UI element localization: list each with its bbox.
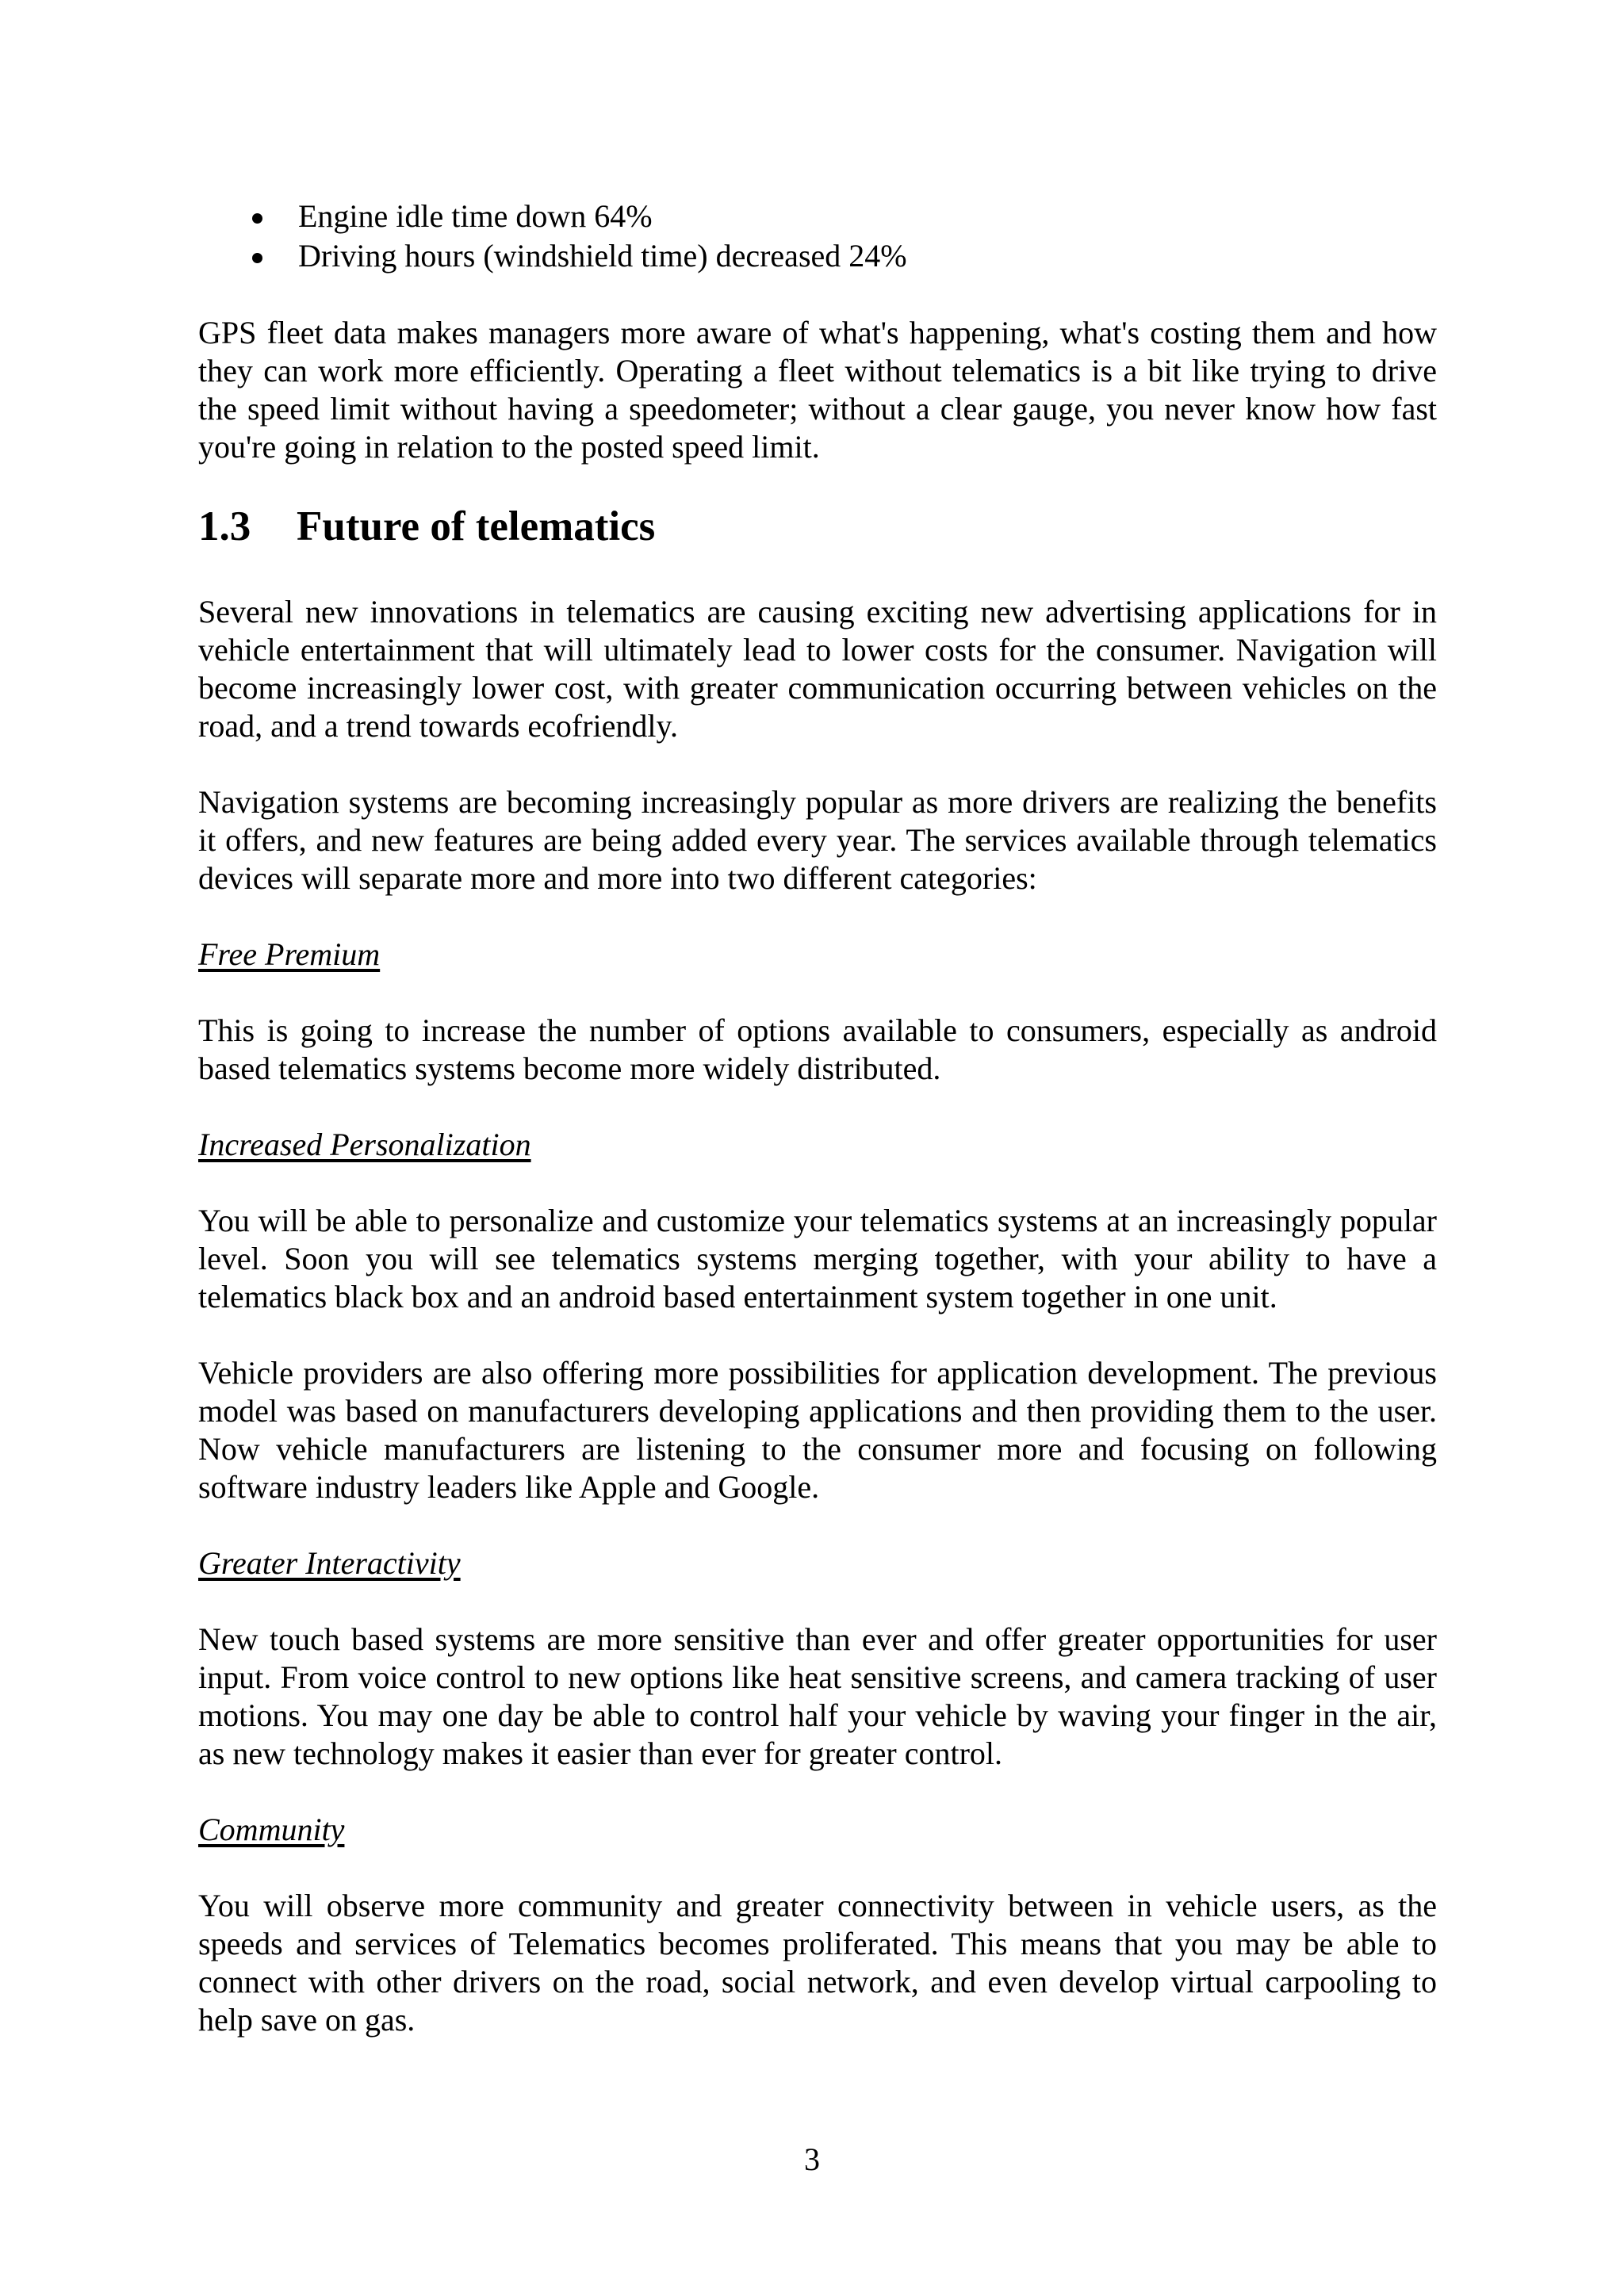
paragraph-navigation: Navigation systems are becoming increasingly popular as more drivers are realizing the benefits it offers, and new features are being added every year. The services available through telematics devices will separate more and more into two different categories: <box>198 784 1437 896</box>
section-number: 1.3 <box>198 503 251 549</box>
page-number: 3 <box>804 2141 820 2177</box>
list-item <box>198 197 1437 236</box>
paragraph-free-premium: This is going to increase the number of options available to consumers, especially as android based telematics systems become more widely distributed. <box>198 1012 1437 1086</box>
bullet-text: Driving hours (windshield time) decreased 24% <box>298 238 907 274</box>
paragraph-community: You will observe more community and greater connectivity between in vehicle users, as the speeds and services of Telematics becomes proliferated. This means that you may be able to connect with other drivers on the road, social network, and even develop virtual carpooling to help save on gas. <box>198 1888 1437 2038</box>
document-page <box>198 197 1437 2039</box>
paragraph-innovations: Several new innovations in telematics are causing exciting new advertising applications for in vehicle entertainment that will ultimately lead to lower costs for the consumer. Navigation will become increasingly lower cost, with greater communication occurring between vehicles on the road, and a trend towards ecofriendly. <box>198 594 1437 744</box>
paragraph-touch: New touch based systems are more sensitive than ever and offer greater opportunities for user input. From voice control to new options like heat sensitive screens, and camera tracking of user motions. You may one day be able to control half your vehicle by waving your finger in the air, as new technology makes it easier than ever for greater control. <box>198 1621 1437 1771</box>
paragraph-providers: Vehicle providers are also offering more possibilities for application development. The previous model was based on manufacturers developing applications and then providing them to the user. Now vehicle manufacturers are listening to the consumer more and focusing on following software industry leaders like Apple and Google. <box>198 1355 1437 1505</box>
subheading-free-premium: Free Premium <box>198 936 381 972</box>
section-heading <box>198 501 1437 552</box>
bullet-list <box>198 197 1437 276</box>
bullet-icon <box>252 253 262 263</box>
bullet-icon <box>252 213 262 224</box>
subheading-community: Community <box>198 1812 345 1847</box>
list-item <box>198 236 1437 276</box>
paragraph-gps: GPS fleet data makes managers more aware of what's happening, what's costing them and how they can work more efficiently. Operating a fleet without telematics is a bit like trying to drive the speed limit without having a speedometer; without a clear gauge, you never know how fast you're going in relation to the posted speed limit. <box>198 315 1437 465</box>
subheading-personalization: Increased Personalization <box>198 1127 531 1162</box>
section-title: Future of telematics <box>297 503 656 549</box>
bullet-text: Engine idle time down 64% <box>298 198 653 234</box>
subheading-interactivity: Greater Interactivity <box>198 1545 461 1581</box>
paragraph-personalize: You will be able to personalize and customize your telematics systems at an increasingly popular level. Soon you will see telematics systems merging together, with your ability to have a telematics black box and an android based entertainment system together in one unit. <box>198 1203 1437 1314</box>
